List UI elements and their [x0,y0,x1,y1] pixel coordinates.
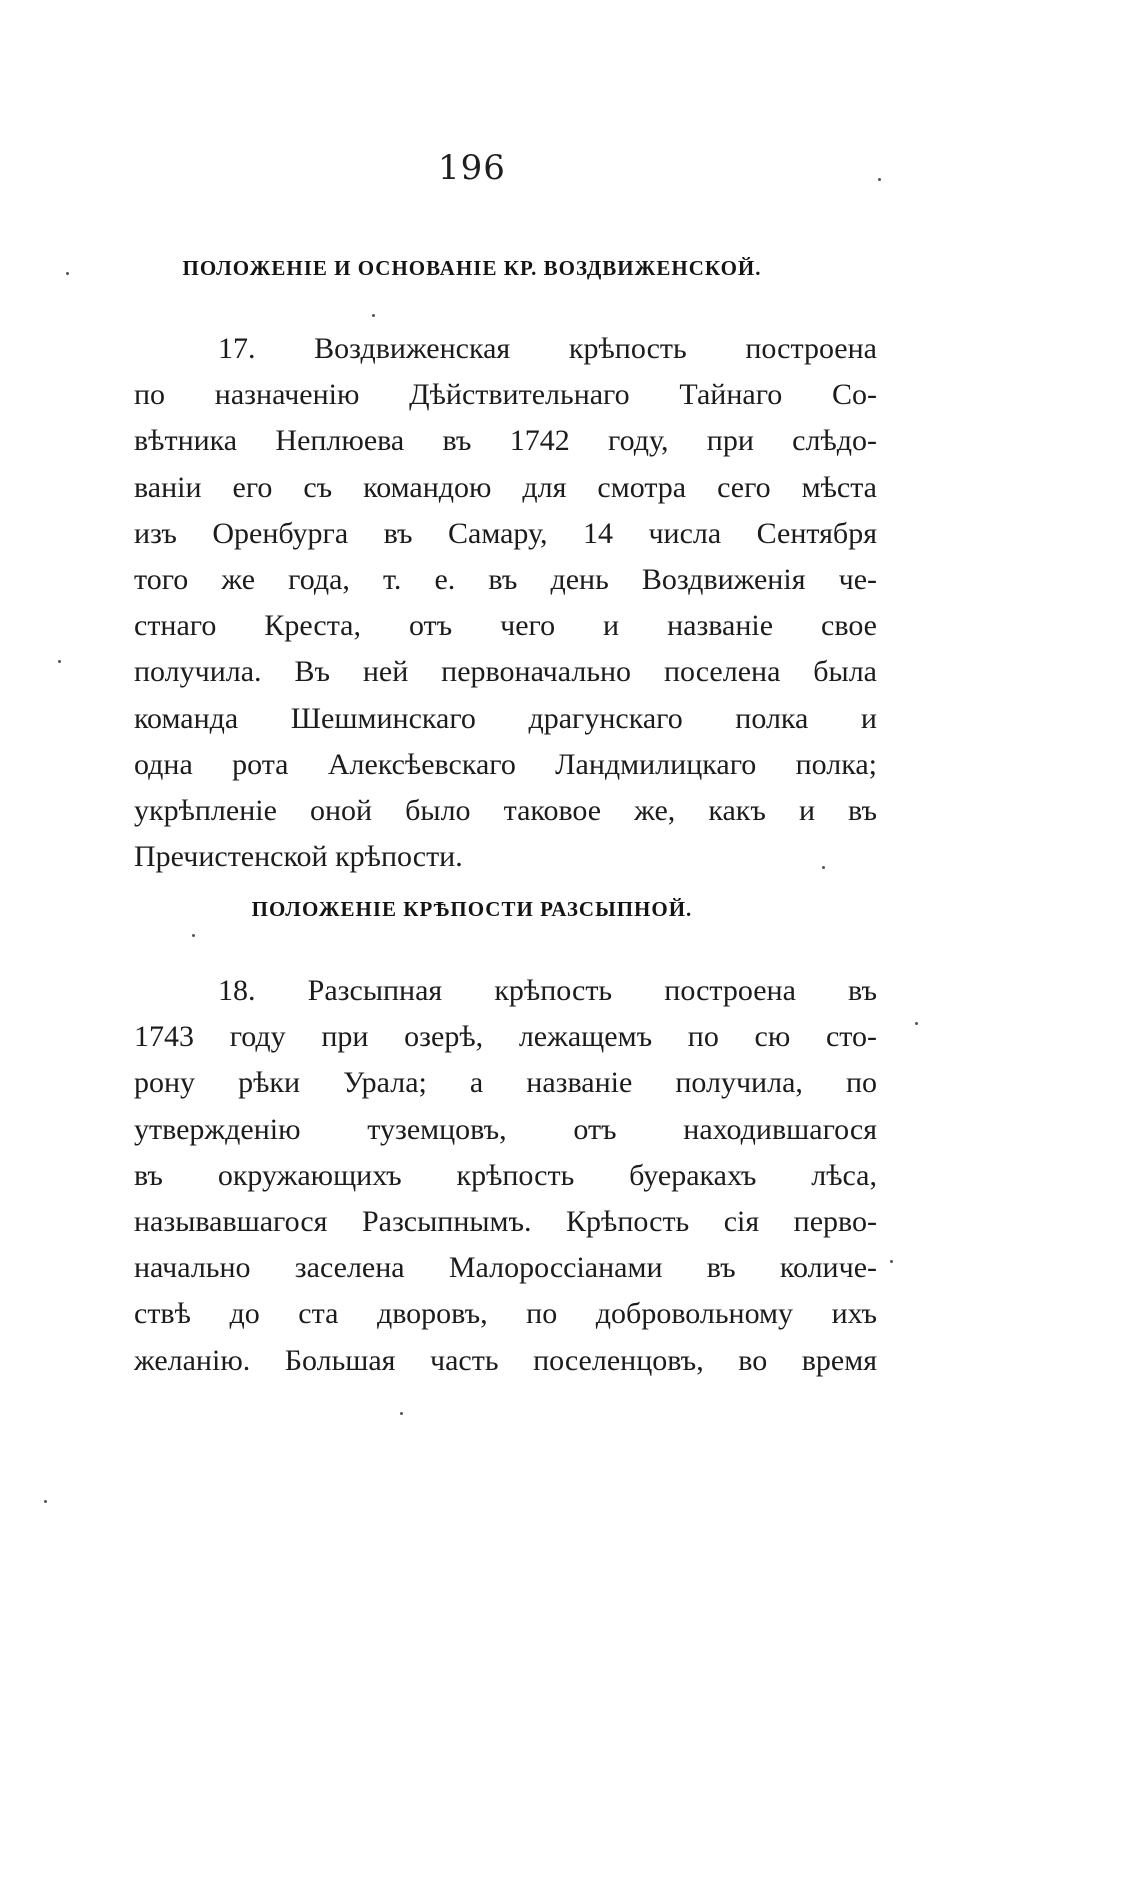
section-heading-vozdvizhenskaya: ПОЛОЖЕНІЕ И ОСНОВАНІЕ КР. ВОЗДВИЖЕНСКОЙ. [182,256,762,280]
paragraph-line: получила. Въ ней первоначально поселена была [134,655,877,689]
paragraph-line: одна рота Алексѣевскаго Ландмилицкаго полка; [134,747,877,781]
paragraph-line: ствѣ до ста дворовъ, по добровольному ихъ [134,1297,877,1331]
paragraph-line: стнаго Креста, отъ чего и названіе свое [134,609,877,643]
scan-speck [890,1260,893,1263]
paragraph-line: ваніи его съ командою для смотра сего мѣста [134,470,877,504]
scan-speck [44,1500,47,1503]
paragraph-line: называвшагося Разсыпнымъ. Крѣпость сія перво- [134,1204,877,1238]
paragraph-line: рону рѣки Урала; а названіе получила, по [134,1066,877,1100]
scan-speck [372,314,375,317]
paragraph-line: желанію. Большая часть поселенцовъ, во время [134,1343,877,1377]
paragraph-line: изъ Оренбурга въ Самару, 14 числа Сентября [134,516,877,550]
paragraph-line: 18. Разсыпная крѣпость построена въ [218,974,877,1007]
paragraph-line: укрѣпленіе оной было таковое же, какъ и въ [134,793,877,827]
paragraph-line: 17. Воздвиженская крѣпость построена [218,332,877,365]
scan-speck [400,1412,403,1415]
section-heading-razsypnaya: ПОЛОЖЕНІЕ КРѢПОСТИ РАЗСЫПНОЙ. [251,897,693,921]
scan-speck [915,1022,918,1025]
scan-speck [58,660,61,663]
paragraph-line: по назначенію Дѣйствительнаго Тайнаго Со- [134,378,877,412]
paragraph-line: 1743 году при озерѣ, лежащемъ по сю сто- [134,1020,877,1054]
paragraph-line: вѣтника Неплюева въ 1742 году, при слѣдо- [134,424,877,458]
scan-speck [822,866,825,869]
paragraph-line: въ окружающихъ крѣпость буеракахъ лѣса, [134,1158,877,1192]
paragraph-line: Пречистенской крѣпости. [134,840,463,874]
paragraph-line: того же года, т. е. въ день Воздвиженія че- [134,562,877,596]
paragraph-line: команда Шешминскаго драгунскаго полка и [134,701,877,735]
paragraph-18 [134,968,877,1384]
scan-speck [192,934,195,937]
paragraph-17 [134,326,877,880]
scan-speck [878,178,881,181]
scan-speck [66,272,69,275]
page-number: 196 [438,148,506,188]
paragraph-line: начально заселена Малороссіанами въ количе- [134,1251,877,1285]
paragraph-line: утвержденію туземцовъ, отъ находившагося [134,1112,877,1146]
